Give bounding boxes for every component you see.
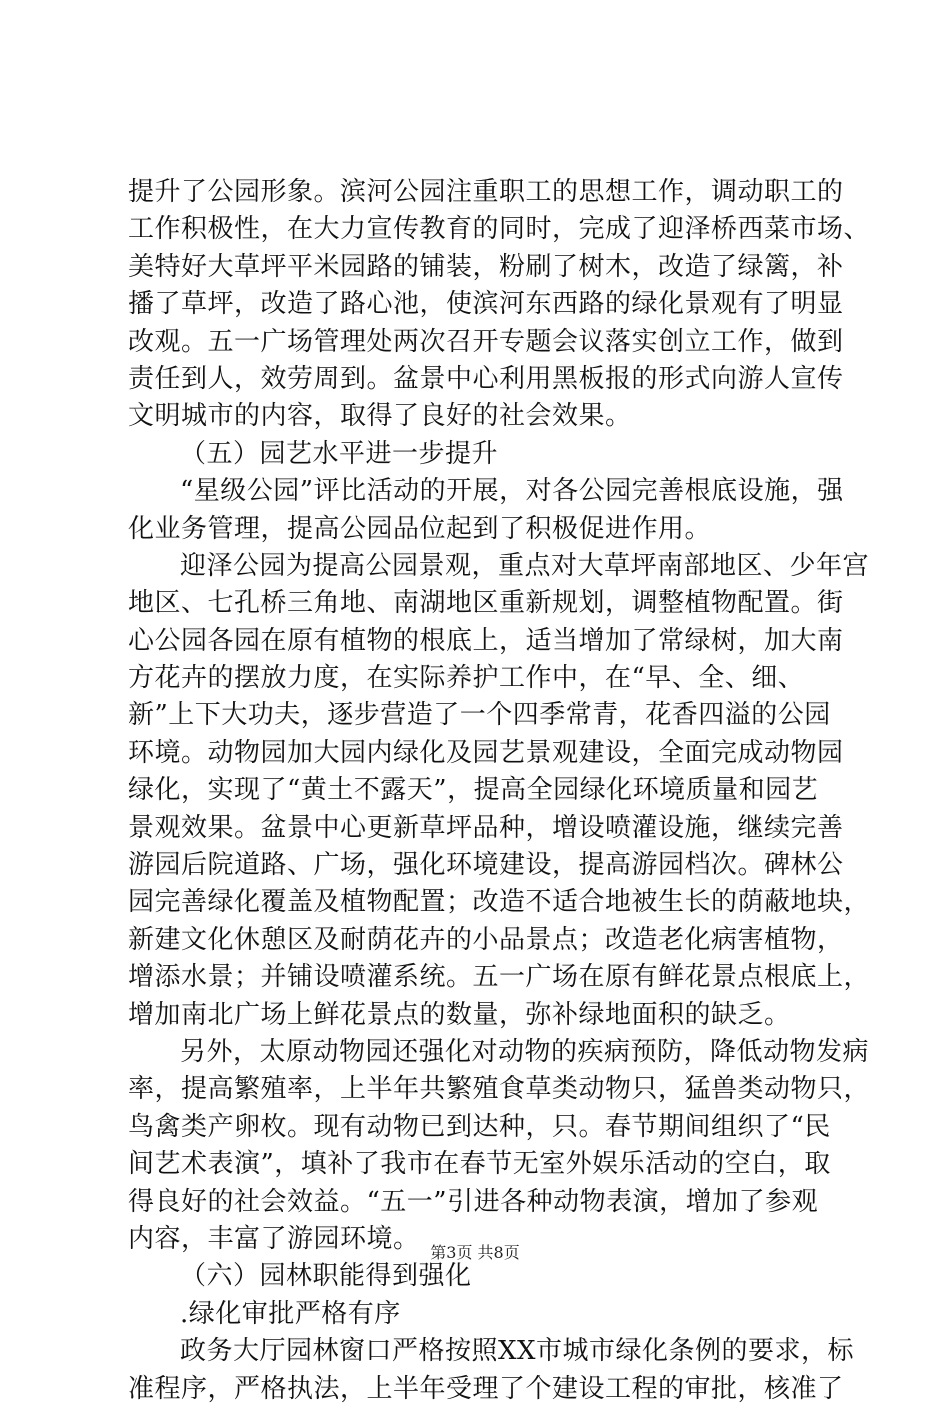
document-body xyxy=(128,174,871,1408)
text-line: 地区、七孔桥三角地、南湖地区重新规划，调整植物配置。街 xyxy=(128,588,844,619)
text-line: 政务大厅园林窗口严格按照XX市城市绿化条例的要求，标 xyxy=(180,1336,855,1367)
text-line: 准程序，严格执法，上半年受理了个建设工程的审批，核准了 xyxy=(128,1373,844,1404)
text-line: 迎泽公园为提高公园景观，重点对大草坪南部地区、少年宫 xyxy=(180,550,870,581)
text-line: 工作积极性，在大力宣传教育的同时，完成了迎泽桥西菜市场、 xyxy=(128,214,871,245)
text-line: 环境。动物园加大园内绿化及园艺景观建设，全面完成动物园 xyxy=(128,737,844,768)
text-line: 间艺术表演”，填补了我市在春节无室外娱乐活动的空白，取 xyxy=(128,1149,831,1180)
text-line: 化业务管理，提高公园品位起到了积极促进作用。 xyxy=(128,513,712,544)
text-line: 增加南北广场上鲜花景点的数量，弥补绿地面积的缺乏。 xyxy=(128,999,791,1030)
text-line: （六）园林职能得到强化 xyxy=(180,1261,472,1292)
text-line: 率，提高繁殖率，上半年共繁殖食草类动物只，猛兽类动物只， xyxy=(128,1074,871,1105)
text-line: （五）园艺水平进一步提升 xyxy=(180,438,499,469)
text-line: 景观效果。盆景中心更新草坪品种，增设喷灌设施，继续完善 xyxy=(128,812,844,843)
text-line: 提升了公园形象。滨河公园注重职工的思想工作，调动职工的 xyxy=(128,177,844,207)
text-line: 方花卉的摆放力度，在实际养护工作中，在“早、全、细、 xyxy=(128,663,805,694)
text-line: 鸟禽类产卵枚。现有动物已到达种，只。春节期间组织了“民 xyxy=(128,1111,831,1142)
page-footer: 第3页 共8页 xyxy=(430,1243,520,1262)
text-line: “星级公园”评比活动的开展，对各公园完善根底设施，强 xyxy=(180,476,844,507)
text-line: 园完善绿化覆盖及植物配置；改造不适合地被生长的荫蔽地块， xyxy=(128,887,871,918)
text-line: 另外，太原动物园还强化对动物的疾病预防，降低动物发病 xyxy=(180,1036,870,1067)
text-line: 得良好的社会效益。“五一”引进各种动物表演，增加了参观 xyxy=(128,1186,819,1217)
text-line: 文明城市的内容，取得了良好的社会效果。 xyxy=(128,401,632,432)
text-line: 新”上下大功夫，逐步营造了一个四季常青，花香四溢的公园 xyxy=(128,700,831,731)
text-line: 增添水景；并铺设喷灌系统。五一广场在原有鲜花景点根底上， xyxy=(128,962,871,993)
text-line: 心公园各园在原有植物的根底上，适当增加了常绿树，加大南 xyxy=(128,625,844,656)
text-line: .绿化审批严格有序 xyxy=(180,1298,401,1329)
text-line: 责任到人，效劳周到。盆景中心利用黑板报的形式向游人宣传 xyxy=(128,363,844,394)
text-line: 新建文化休憩区及耐荫花卉的小品景点；改造老化病害植物， xyxy=(128,924,844,955)
text-line: 播了草坪，改造了路心池，使滨河东西路的绿化景观有了明显 xyxy=(128,289,844,320)
text-line: 美特好大草坪平米园路的铺装，粉刷了树木，改造了绿篱，补 xyxy=(128,251,844,282)
text-line: 改观。五一广场管理处两次召开专题会议落实创立工作，做到 xyxy=(128,326,844,357)
text-line: 内容，丰富了游园环境。 xyxy=(128,1223,420,1254)
text-line: 绿化，实现了“黄土不露天”，提高全园绿化环境质量和园艺 xyxy=(128,775,819,806)
text-line: 游园后院道路、广场，强化环境建设，提高游园档次。碑林公 xyxy=(128,850,844,881)
